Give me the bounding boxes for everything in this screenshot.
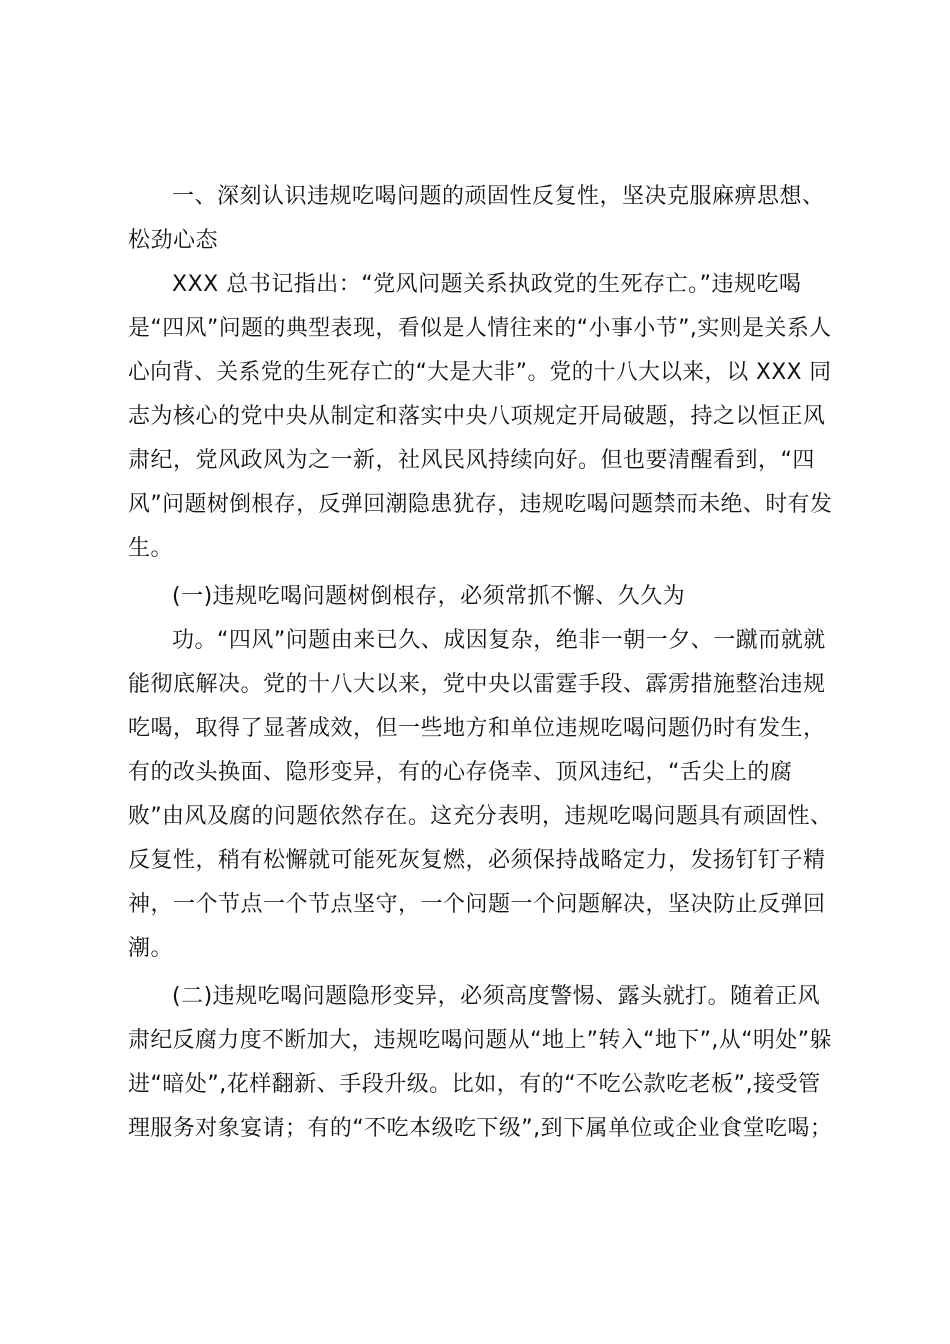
paragraph-line: 肃纪反腐力度不断加大，违规吃喝问题从“地上”转入“地下”,从“明处”躲 (128, 1028, 832, 1053)
paragraph-line: XXX 总书记指出：“党风问题关系执政党的生死存亡。”违规吃喝 (172, 272, 802, 297)
paragraph-line: (二)违规吃喝问题隐形变异，必须高度警惕、露头就打。随着正风 (172, 984, 821, 1009)
paragraph-line: 生。 (128, 536, 174, 561)
paragraph-line: 败”由风及腐的问题依然存在。这充分表明，违规吃喝问题具有顽固性、 (128, 804, 833, 829)
paragraph-line: 志为核心的党中央从制定和落实中央八项规定开局破题，持之以恒正风 (128, 404, 826, 429)
paragraph-line: 理服务对象宴请；有的“不吃本级吃下级”,到下属单位或企业食堂吃喝； (128, 1116, 833, 1141)
paragraph-line: 有的改头换面、隐形变异，有的心存侥幸、顶风违纪，“舌尖上的腐 (128, 760, 793, 785)
paragraph-line: 功。“四风”问题由来已久、成因复杂，绝非一朝一夕、一蹴而就就 (172, 628, 826, 653)
section-heading-line: 松劲心态 (128, 228, 219, 253)
paragraph-line: 神，一个节点一个节点坚守，一个问题一个问题解决，坚决防止反弹回 (128, 892, 826, 917)
paragraph-line: 风”问题树倒根存，反弹回潮隐患犹存，违规吃喝问题禁而未绝、时有发 (128, 492, 833, 517)
paragraph-line: 心向背、关系党的生死存亡的“大是大非”。党的十八大以来，以 XXX 同 (128, 360, 832, 385)
paragraph-line: 进“暗处”,花样翻新、手段升级。比如，有的“不吃公款吃老板”,接受管 (128, 1072, 821, 1097)
paragraph-line: 肃纪，党风政风为之一新，社风民风持续向好。但也要清醒看到，“四 (128, 448, 815, 473)
section-heading-line: 一、深刻认识违规吃喝问题的顽固性反复性，坚决克服麻痹思想、 (172, 184, 825, 209)
paragraph-line: 反复性，稍有松懈就可能死灰复燃，必须保持战略定力，发扬钉钉子精 (128, 848, 826, 873)
paragraph-line: 能彻底解决。党的十八大以来，党中央以雷霆手段、霹雳措施整治违规 (128, 672, 826, 697)
subsection-heading: (一)违规吃喝问题树倒根存，必须常抓不懈、久久为 (172, 584, 686, 609)
paragraph-line: 是“四风”问题的典型表现，看似是人情往来的“小事小节”,实则是关系人 (128, 316, 832, 341)
paragraph-line: 吃喝，取得了显著成效，但一些地方和单位违规吃喝问题仍时有发生， (128, 716, 826, 741)
paragraph-line: 潮。 (128, 936, 174, 961)
